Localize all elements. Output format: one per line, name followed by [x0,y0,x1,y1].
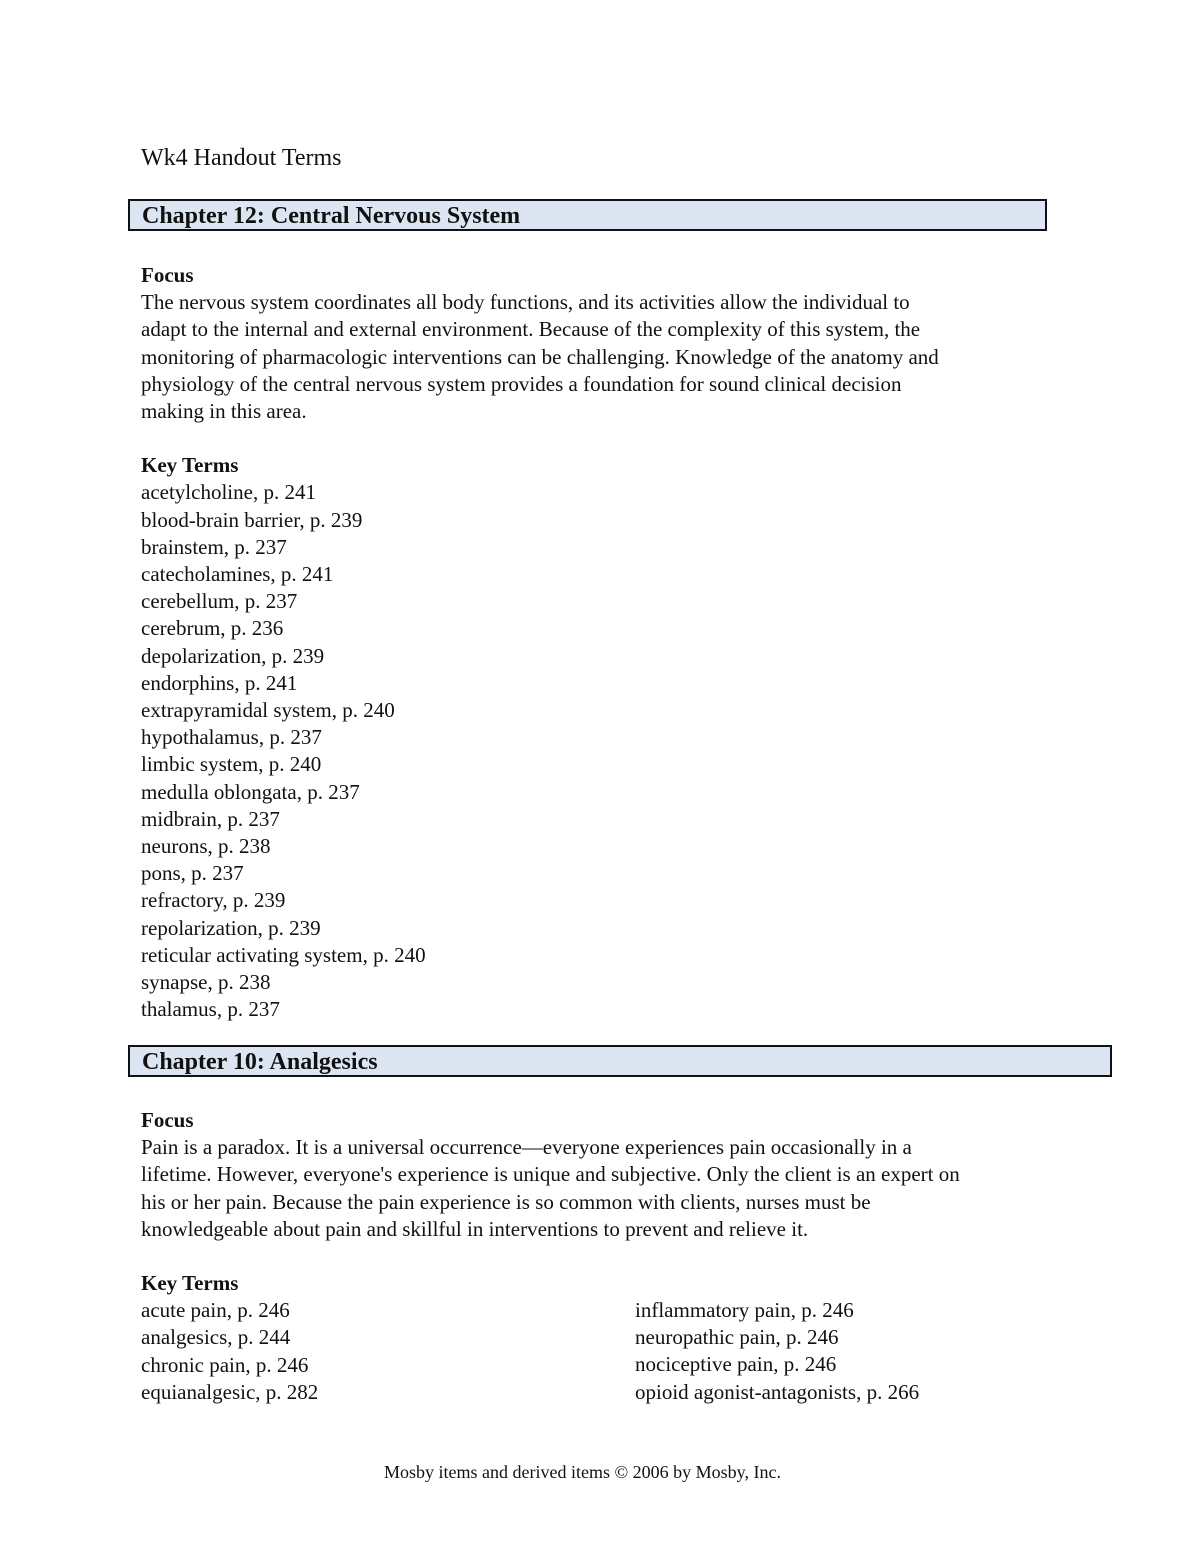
chapter-12-key-terms-list [141,479,939,1023]
chapter-10-focus-text: Pain is a paradox. It is a universal occurrence—everyone experiences pain occasionally in a lifetime. However, everyone's experience is unique and subjective. Only the client is an expert on his or her pain. Because the pain experience is so common with clients, nurses must be knowledgeable about pain and skillful in interventions to prevent and relieve it. [141,1135,960,1241]
key-term: nociceptive pain, p. 246 [635,1352,837,1377]
key-term: endorphins, p. 241 [141,670,298,695]
chapter-12-heading: Chapter 12: Central Nervous System [142,203,521,229]
key-term: medulla oblongata, p. 237 [141,779,360,804]
chapter-10-heading-box [128,1045,1112,1077]
key-term: hypothalamus, p. 237 [141,725,322,750]
key-term: neurons, p. 238 [141,834,271,859]
key-term: midbrain, p. 237 [141,806,280,831]
key-term: catecholamines, p. 241 [141,562,334,587]
key-term: cerebrum, p. 236 [141,616,284,641]
chapter-10-key-terms-label: Key Terms [141,1271,239,1296]
key-term: extrapyramidal system, p. 240 [141,698,395,723]
key-term: repolarization, p. 239 [141,915,321,940]
key-term: synapse, p. 238 [141,970,271,995]
key-term: brainstem, p. 237 [141,534,287,559]
key-term: analgesics, p. 244 [141,1325,291,1350]
key-term: pons, p. 237 [141,861,244,886]
key-term: equianalgesic, p. 282 [141,1379,319,1404]
key-term: neuropathic pain, p. 246 [635,1325,839,1350]
chapter-12-focus-text: The nervous system coordinates all body functions, and its activities allow the individual to adapt to the internal and external environment. Because of the complexity of this system, the monitoring of pharmacologic interventions can be challenging. Knowledge of the anatomy and physiology of the central nervous system provides a foundation for sound clinical decision making in this area. [141,290,939,424]
key-term: thalamus, p. 237 [141,997,280,1022]
key-term: limbic system, p. 240 [141,752,322,777]
chapter-12-focus-label: Focus [141,263,194,287]
copyright-footer: Mosby items and derived items © 2006 by Mosby, Inc. [384,1462,781,1482]
key-term: chronic pain, p. 246 [141,1352,309,1377]
chapter-10-heading: Chapter 10: Analgesics [142,1049,378,1075]
key-term: inflammatory pain, p. 246 [635,1298,854,1322]
chapter-12-key-terms-label: Key Terms [141,453,239,478]
key-term: blood-brain barrier, p. 239 [141,507,363,532]
chapter-10-key-terms-right [635,1297,919,1406]
key-term: depolarization, p. 239 [141,643,325,668]
chapter-10-focus-label: Focus [141,1108,194,1132]
key-term: acetylcholine, p. 241 [141,480,316,505]
chapter-12-heading-box [128,199,1047,231]
key-term: reticular activating system, p. 240 [141,942,426,967]
key-term: cerebellum, p. 237 [141,589,298,614]
key-term: acute pain, p. 246 [141,1298,290,1323]
chapter-12-content [141,262,939,1023]
key-term: refractory, p. 239 [141,888,286,913]
document-title: Wk4 Handout Terms [141,145,342,171]
key-term: opioid agonist-antagonists, p. 266 [635,1379,920,1404]
